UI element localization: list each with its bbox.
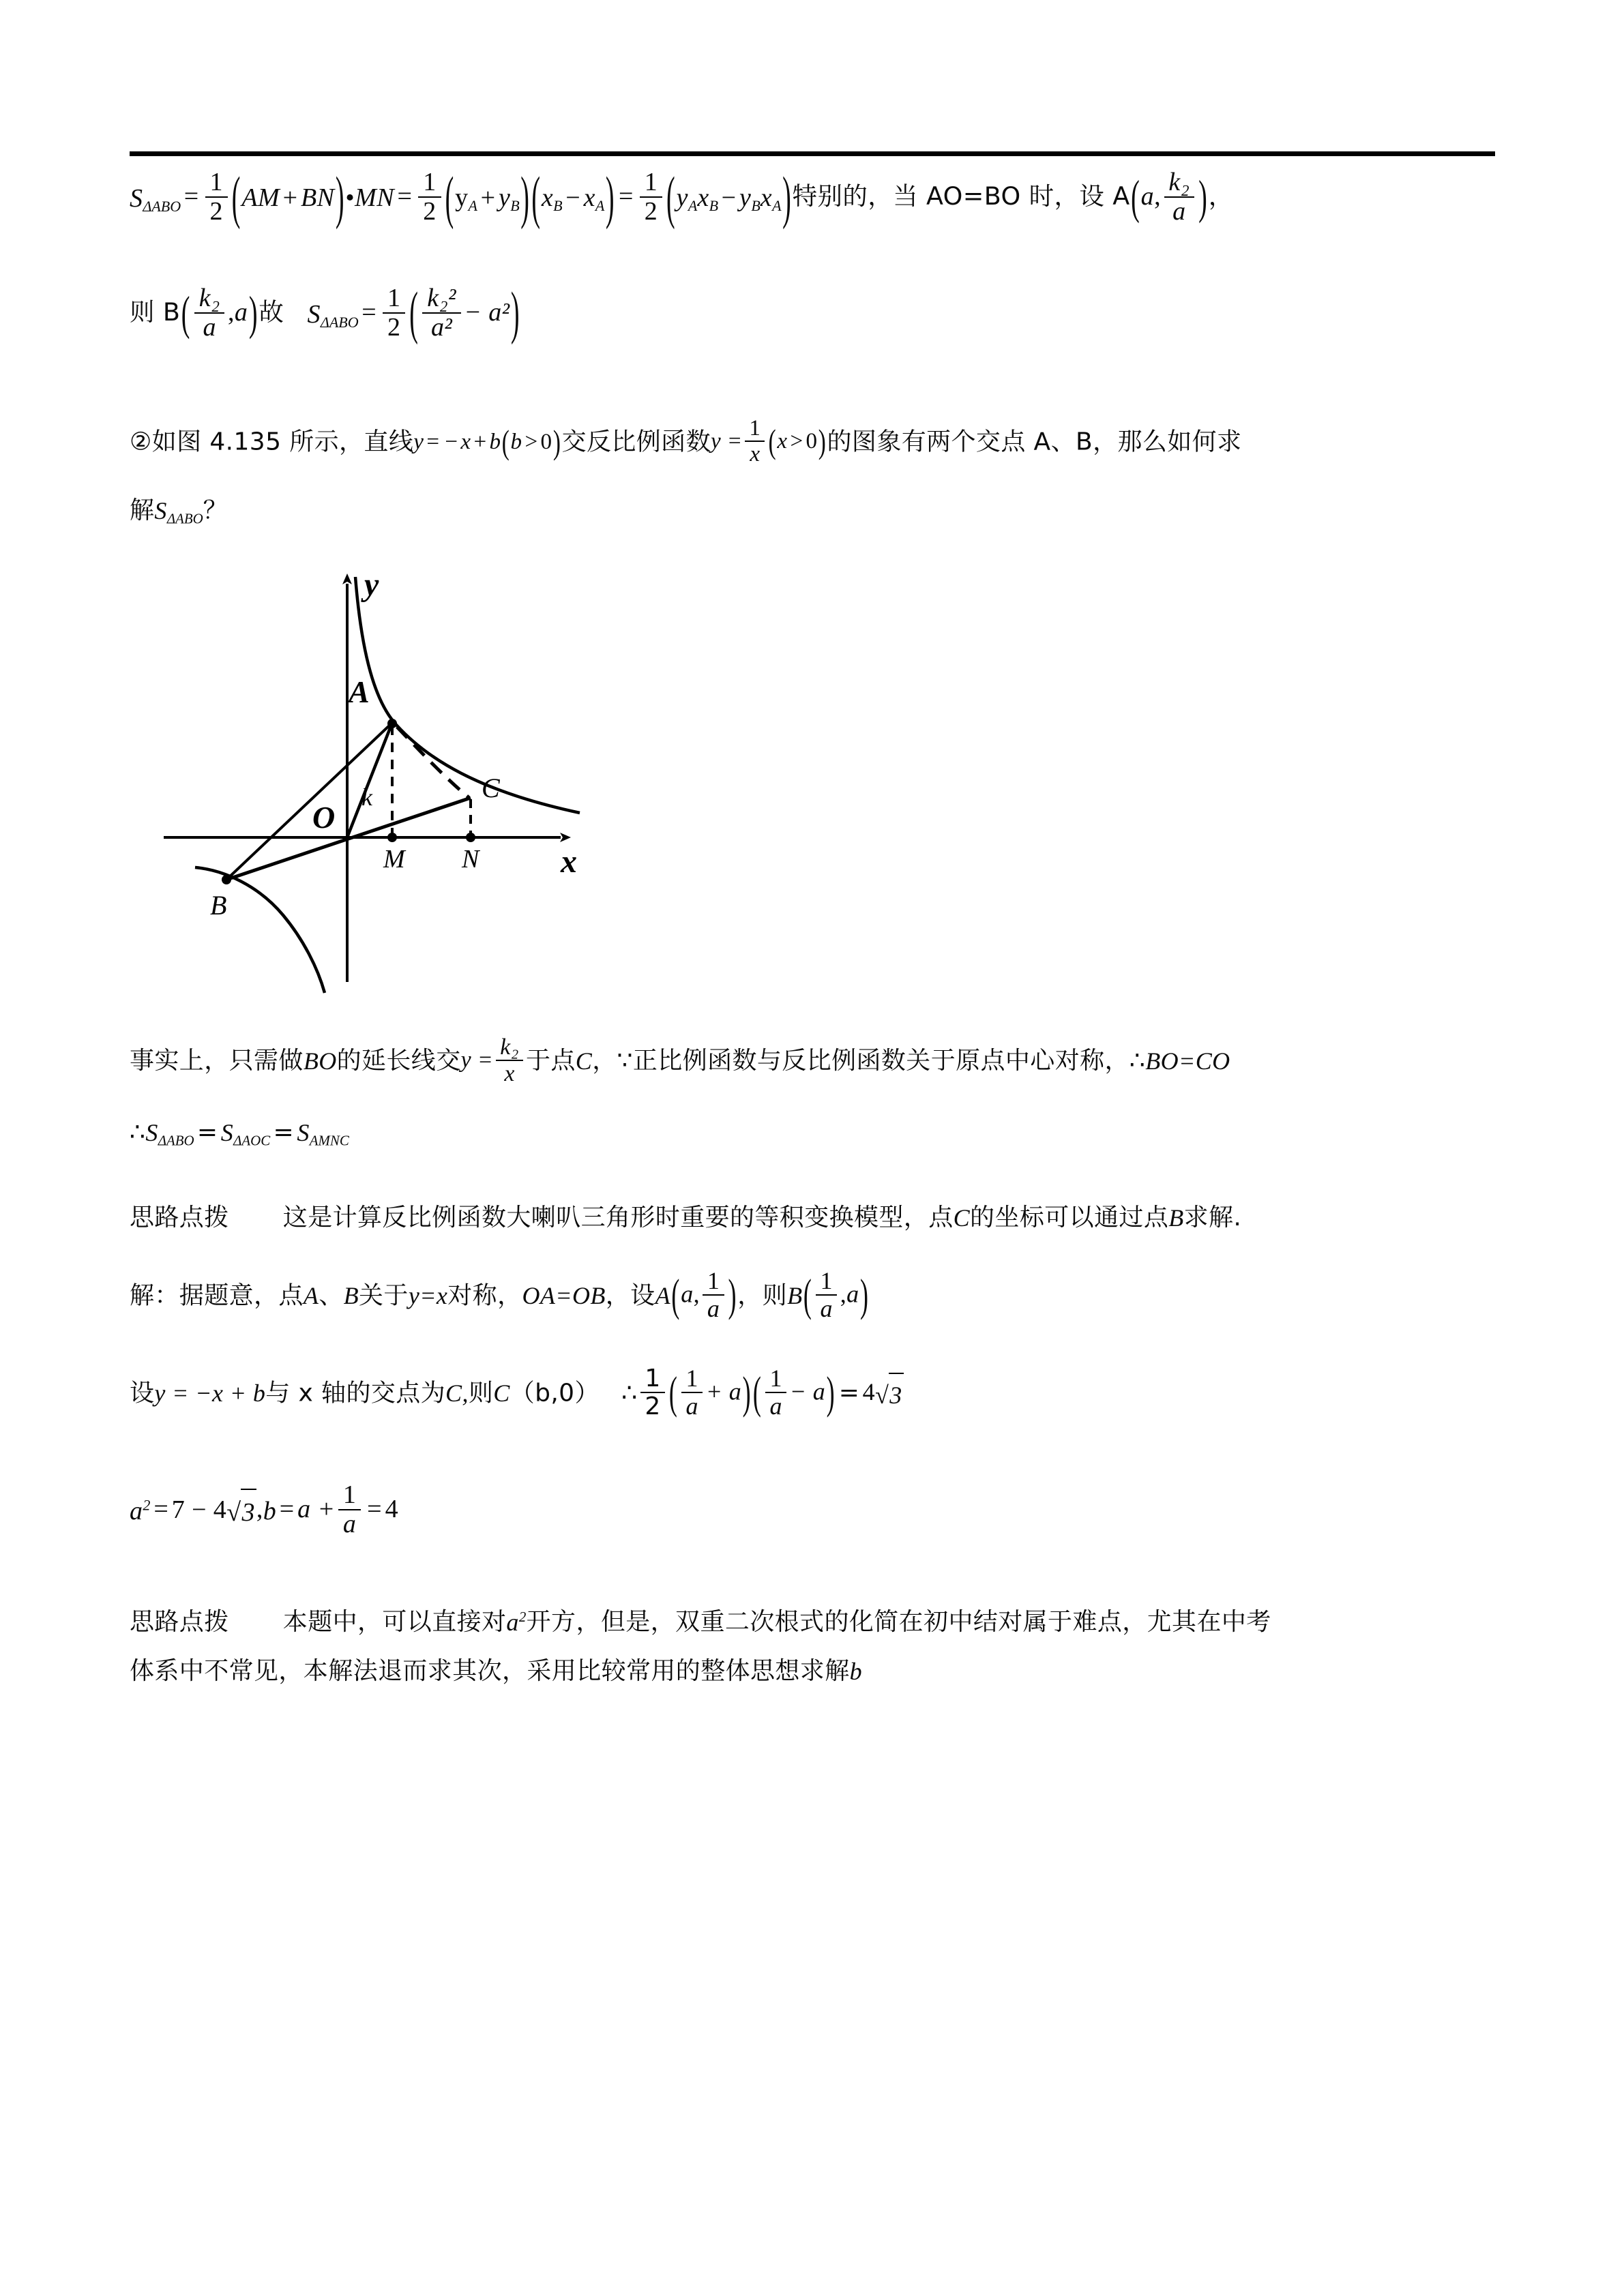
figure-label-a: A [349,674,370,709]
formula-1-body-c: $(y_Ax_B - y_Bx_A)$ [666,166,792,231]
question-text-2: 交反比例函数 [561,428,711,456]
figure-label-n: N [462,845,479,874]
explanation-text-5: 正比例函数与反比例函数关于原点中心对称， [632,1047,1130,1075]
question-text-4: 解 [130,496,155,524]
formula-1-half-b: $\frac{1}{2}$ [418,169,441,226]
solution-mid-4: ，则 [737,1281,788,1310]
formula-1-half-a: $\frac{1}{2}$ [205,169,228,226]
therefore-symbol-1: ∴ [1129,1047,1146,1075]
hint-1-body-2: 的坐标可以通过点 [970,1204,1169,1232]
explanation-conclusion: BO=CO [1145,1047,1230,1075]
solution-3-comma: , [256,1495,263,1524]
hyperbola-equation: y = $\frac{1}{x}$ (x > 0) [710,415,827,467]
solution-2-mid: 与 x 轴的交点为 [265,1379,446,1407]
formula-1-body-b: $(y_A + y_B)(x_B - x_A)$ [445,166,615,231]
point-m-dot [387,833,397,842]
hint-2-title: 思路点拨 [130,1608,229,1636]
solution-point-b-coord: ( $\frac{1}{a}$ ,a) [803,1266,869,1323]
therefore-symbol-2: ∴ [130,1118,146,1146]
question-text-1: 如图 4.135 所示，直线 [151,428,414,456]
question-target-area: $S_{\Delta ABO}$ [154,497,203,527]
solution-3-rhs: 7 − 4√3 [172,1488,256,1535]
figure-label-k: k [361,784,372,811]
point-a-coordinate: (a, $\frac{\text{k₂}}{a}$ ) [1131,167,1208,226]
solution-3-equals-3: = [367,1495,383,1524]
because-symbol-1: ∵ [617,1047,633,1075]
question-line-1 [130,415,1501,468]
explanation-text-1: 事实上，只需做 [130,1047,304,1075]
hint-block-2-line-2 [130,1650,1501,1693]
solution-point-b-ref: B [343,1282,359,1310]
hint-block-2-line-1 [130,1601,1501,1644]
figure-label-c: C [482,773,500,803]
hint-2-a-squared: $a^2$ [506,1609,527,1637]
explanation-text-3: 于点 [525,1047,576,1075]
formula-2-paren-group: ( $\frac{\text{k₂²}}{\text{a²}}$ − a²) [409,281,520,346]
formula-1-tail-text: 特别的，当 AO=BO 时，设 A [792,181,1130,211]
solution-2-lead: 设 [130,1379,155,1407]
solution-oa-ob: OA=OB [522,1282,606,1310]
solution-mid-3: ，设 [605,1281,655,1310]
hyperbola-branch-third-quadrant [195,867,325,993]
solution-2-coord: （b,0） [510,1379,600,1407]
therefore-symbol-3: ∴ [621,1379,638,1407]
point-b-dot [222,875,231,884]
question-marker: ② [130,428,152,456]
formula-1-half-c: $\frac{1}{2}$ [640,169,662,226]
area-amnc: $S_{AMNC}$ [297,1119,349,1149]
solution-lead: 解：据题意，点 [130,1281,304,1310]
explanation-text-4: ， [592,1047,617,1075]
hint-1-point-b: B [1168,1204,1184,1232]
solution-3-equals-2: = [279,1495,295,1524]
area-abo: $S_{\Delta ABO}$ [145,1119,194,1149]
solution-2-factor-1: ( $\frac{1}{a}$ + a) [668,1364,752,1420]
solution-line-1 [130,1266,1153,1324]
formula-2-lead: 则 B [130,297,181,327]
solution-line-3 [130,1480,948,1540]
hint-2-text-1: 本题中，可以直接对 [282,1608,507,1636]
formula-2-mid: 故 [259,297,284,327]
hint-1-body-3: 求解. [1183,1204,1242,1232]
formula-line-1: $S_{\Delta ABO}$ = $\frac{1}{2}$ (AM + BN)•MN = $\frac{1}{2}$ $(y_A + y_B)(x_B - x_A)$ = $\frac{1}{2}$ $(y_Ax_B - y_Bx_A)$特别的，当 AO=BO 时，设 A(a, $\frac{\text{k₂}}{a}$ )， [130,166,1234,231]
solution-2-factor-2: ( $\frac{1}{a}$ − a) [752,1364,836,1420]
question-line-2 [130,490,675,533]
solution-2-line-eq: y = −x + b [154,1380,266,1407]
point-b-coordinate: ( $\frac{\text{k₂}}{a}$ ,a) [181,283,258,342]
figure-label-x-axis: x [561,844,577,880]
figure-label-y-axis: y [364,567,379,603]
formula-2-equals: = [361,298,377,327]
solution-2-half: $\frac{1}{2}$ [640,1366,665,1420]
solution-2-c: C, [445,1380,469,1407]
figure-4-135 [157,559,621,996]
hint-1-title: 思路点拨 [130,1204,229,1232]
solution-2-rhs: 4√3 [863,1371,904,1416]
solution-mid-2: 对称， [447,1281,522,1310]
solution-3-a-squared: $a^2$ [130,1496,151,1525]
explanation-line-1 [130,1034,1501,1087]
solution-mid-1: 关于 [359,1281,409,1310]
equals-1: = [196,1118,218,1146]
figure-label-m: M [383,845,405,874]
hint-2-text-2: 开方，但是，双重二次根式的化简在初中结对属于难点，尤其在中考 [526,1608,1271,1636]
line-equation: y = − x + b(b > 0) [413,423,561,462]
question-text-3: 的图象有两个交点 A、B，那么如何求 [827,428,1242,456]
area-aoc: $S_{\Delta AOC}$ [220,1119,271,1149]
explanation-line-2 [130,1112,812,1154]
solution-point-a-ref: A [303,1282,319,1310]
hint-2-text-3: 体系中不常见，本解法退而求其次，采用比较常用的整体思想求解 [130,1657,850,1685]
hint-block-1 [130,1197,1501,1240]
solution-2-c2: C [493,1380,510,1407]
equals-2: = [273,1118,295,1146]
formula-1-comma: ， [1208,181,1234,211]
explanation-hyperbola-eq: y = $\frac{\text{k₂}}{x}$ [461,1037,526,1087]
formula-2-lhs: $S_{\Delta ABO}$ [307,299,359,331]
hint-1-point-c: C [953,1204,971,1232]
point-a-dot [387,719,397,728]
solution-2-mid-2: 则 [468,1379,494,1407]
explanation-bo: BO [303,1047,337,1075]
solution-sep-1: 、 [319,1281,344,1310]
formula-1-lhs: $S_{\Delta ABO}$ [130,183,181,215]
point-n-dot [466,833,475,842]
explanation-point-c: C [575,1047,593,1075]
formula-2-half: $\frac{1}{2}$ [383,285,405,342]
solution-pa-label: A [655,1282,670,1310]
solution-3-b-expression: a + $\frac{1}{a}$ [297,1483,364,1540]
solution-line-2: 设y = −x + b与 x 轴的交点为C,则C（b,0） ∴ $\frac{1}{2}$ ( $\frac{1}{a}$ + a)( $\frac{1}{a}$ − a) = 4√3 [130,1364,902,1421]
hint-1-body-1: 这是计算反比例函数大喇叭三角形时重要的等积变换模型，点 [282,1204,954,1232]
formula-1-body-a: (AM + BN)•MN [231,166,394,231]
explanation-text-2: 的延长线交 [336,1047,461,1075]
hyperbola-branch-first-quadrant [355,577,580,813]
solution-symmetry-line: y=x [408,1282,448,1310]
solution-pb-label: B [787,1282,803,1310]
solution-3-equals-1: = [153,1495,169,1524]
hint-2-b: b [849,1658,863,1686]
figure-label-origin: O [312,800,336,835]
dashed-arc-ac [397,727,469,798]
question-mark: ？ [203,496,228,524]
figure-label-b: B [210,890,227,921]
solution-point-a-coord: (a, $\frac{1}{a}$ ) [671,1266,737,1323]
formula-line-2 [130,281,948,346]
solution-3-b: b [263,1496,277,1525]
segment-oa [347,723,392,837]
solution-3-value: 4 [385,1495,398,1524]
